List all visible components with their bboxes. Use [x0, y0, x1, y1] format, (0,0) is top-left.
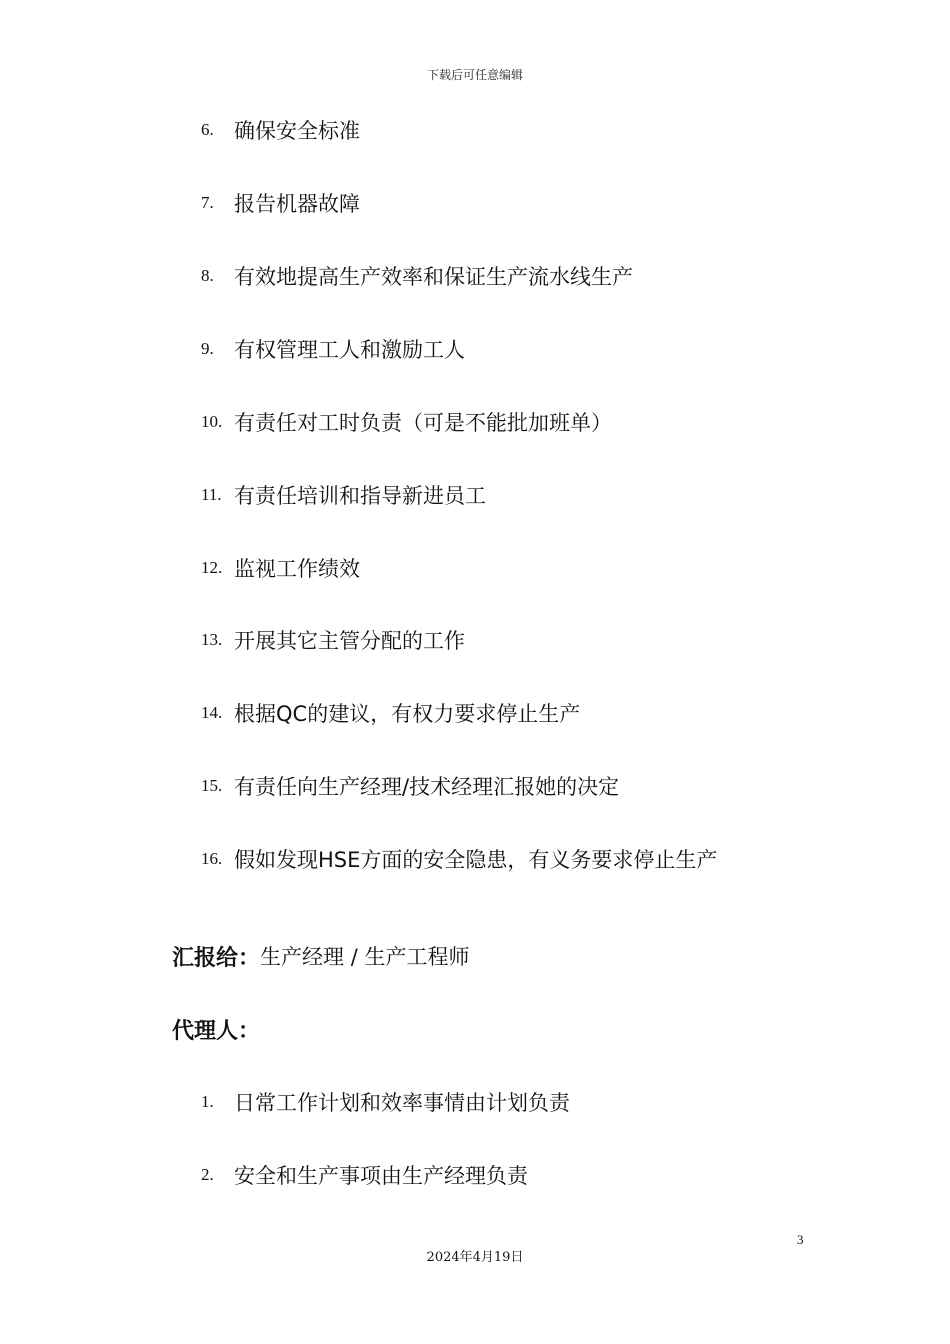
deputy-label: 代理人：	[172, 1018, 261, 1044]
page-number: 3	[797, 1232, 804, 1247]
list-item-text: 假如发现HSE方面的安全隐患，有义务要求停止生产	[234, 848, 718, 872]
list-item	[201, 766, 619, 806]
reports-to-label: 汇报给：	[172, 945, 261, 971]
list-item-text: 有责任向生产经理/技术经理汇报她的决定	[234, 775, 620, 799]
list-item-number: 7.	[201, 193, 214, 212]
list-item-number: 6.	[201, 120, 214, 139]
list-item	[201, 693, 580, 733]
list-item-number: 14.	[201, 703, 223, 722]
list-item-text: 确保安全标准	[234, 119, 360, 143]
list-item-number: 2.	[201, 1165, 214, 1184]
list-item-text: 安全和生产事项由生产经理负责	[234, 1164, 528, 1188]
list-item-text: 有责任培训和指导新进员工	[234, 484, 486, 508]
list-item-number: 8.	[201, 266, 214, 285]
list-item-text: 日常工作计划和效率事情由计划负责	[234, 1091, 570, 1115]
list-item	[201, 620, 465, 660]
list-item	[201, 256, 633, 296]
list-item	[201, 1155, 528, 1195]
footer-date: 2024年4月19日	[426, 1250, 524, 1265]
list-item-text: 有效地提高生产效率和保证生产流水线生产	[234, 265, 633, 289]
list-item-number: 10.	[201, 412, 223, 431]
list-item-text: 有责任对工时负责（可是不能批加班单）	[234, 411, 612, 435]
list-item-number: 15.	[201, 776, 223, 795]
list-item	[201, 402, 612, 442]
list-item-number: 13.	[201, 630, 223, 649]
list-item-text: 监视工作绩效	[234, 557, 360, 581]
list-item	[201, 183, 360, 223]
list-item-number: 16.	[201, 849, 223, 868]
list-item-text: 根据QC的建议，有权力要求停止生产	[234, 702, 581, 726]
list-item-text: 报告机器故障	[234, 192, 360, 216]
list-item-number: 9.	[201, 339, 214, 358]
header-note: 下载后可任意编辑	[426, 68, 523, 82]
reports-to-line	[172, 936, 469, 976]
list-item	[201, 329, 465, 369]
list-item	[201, 548, 360, 588]
list-item	[201, 110, 360, 150]
deputy-line	[172, 1009, 260, 1049]
list-item-number: 12.	[201, 558, 223, 577]
list-item-number: 1.	[201, 1092, 214, 1111]
list-item-text: 开展其它主管分配的工作	[234, 629, 465, 653]
list-item-text: 有权管理工人和激励工人	[234, 338, 465, 362]
reports-to-value: 生产经理 / 生产工程师	[260, 945, 470, 969]
list-item	[201, 1082, 570, 1122]
list-item-number: 11.	[201, 485, 222, 504]
list-item	[201, 839, 717, 879]
list-item	[201, 475, 486, 515]
